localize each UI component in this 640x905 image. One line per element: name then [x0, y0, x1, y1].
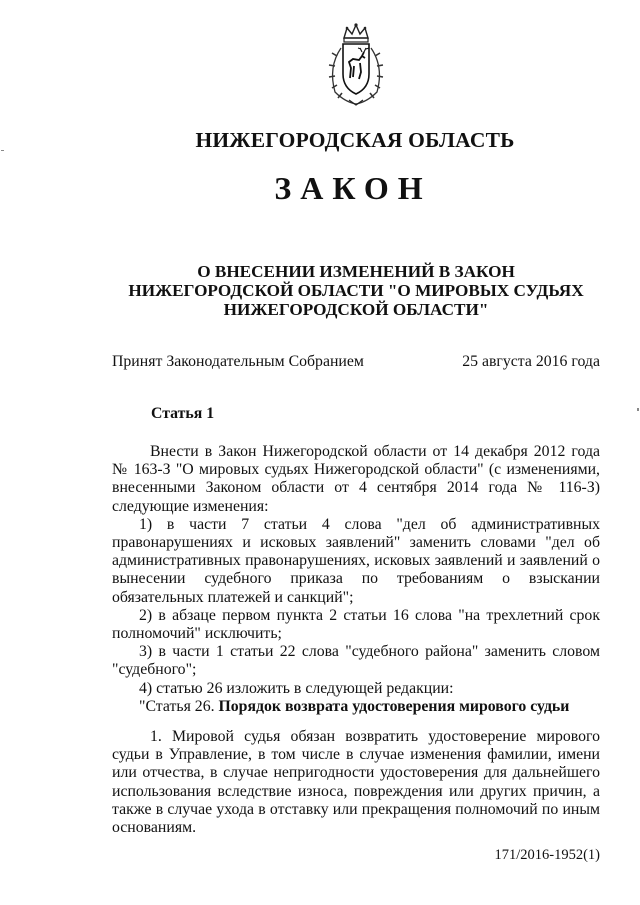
- scan-edge-mark: [1, 150, 4, 151]
- region-title: НИЖЕГОРОДСКАЯ ОБЛАСТЬ: [195, 128, 515, 152]
- adopted-by: Принят Законодательным Собранием: [112, 353, 364, 370]
- law-title: [112, 262, 600, 319]
- document-number: 171/2016-1952(1): [494, 847, 600, 863]
- quoted-article-prefix: "Статья 26.: [139, 697, 219, 715]
- coat-of-arms-icon: [323, 22, 389, 106]
- article-title: Статья 1: [151, 405, 215, 422]
- law-title-line: НИЖЕГОРОДСКОЙ ОБЛАСТИ": [223, 300, 489, 319]
- article-body: [112, 443, 600, 716]
- article-intro: Внести в Закон Нижегородской области от 14 декабря 2012 года № 163-З "О мировых судьях Нижегородской области" (с изменениями, внесенными Законом области от 4 сентября 2014 года № 116-З) следующие изменения:: [112, 443, 600, 515]
- law-title-line: НИЖЕГОРОДСКОЙ ОБЛАСТИ "О МИРОВЫХ СУДЬЯХ: [128, 281, 584, 300]
- document-type: ЗАКОН: [274, 170, 432, 206]
- adoption-date: 25 августа 2016 года: [462, 353, 600, 370]
- adoption-info: [112, 353, 600, 371]
- quoted-article-body: [112, 728, 600, 837]
- amendment-item: 4) статью 26 изложить в следующей редакции:: [139, 679, 454, 697]
- scan-edge-mark: [637, 408, 639, 411]
- quoted-paragraph: 1. Мировой судья обязан возвратить удостоверение мирового судьи в Управление, в том числе в случае изменения фамилии, имени или отчества, в случае непригодности удостоверения для дальнейшего использования вследствие износа, повреждения или других причин, а также в случае ухода в отставку или прекращения полномочий по иным основаниям.: [112, 728, 600, 837]
- amendment-item: 1) в части 7 статьи 4 слова "дел об административных правонарушениях и исковых заявлений" заменить словами "дел об административных правонарушениях, исковых заявлений и заявлений о вынесении судебного приказа по требованиям о взыскании обязательных платежей и санкций";: [112, 515, 600, 606]
- amendment-item: 3) в части 1 статьи 22 слова "судебного района" заменить словом "судебного";: [112, 643, 600, 679]
- quoted-article-heading: [112, 698, 600, 716]
- amendment-item: 2) в абзаце первом пункта 2 статьи 16 слова "на трехлетний срок полномочий" исключить;: [112, 606, 600, 643]
- quoted-article-title: Порядок возврата удостоверения мирового судьи: [218, 697, 570, 715]
- law-title-line: О ВНЕСЕНИИ ИЗМЕНЕНИЙ В ЗАКОН: [197, 262, 515, 281]
